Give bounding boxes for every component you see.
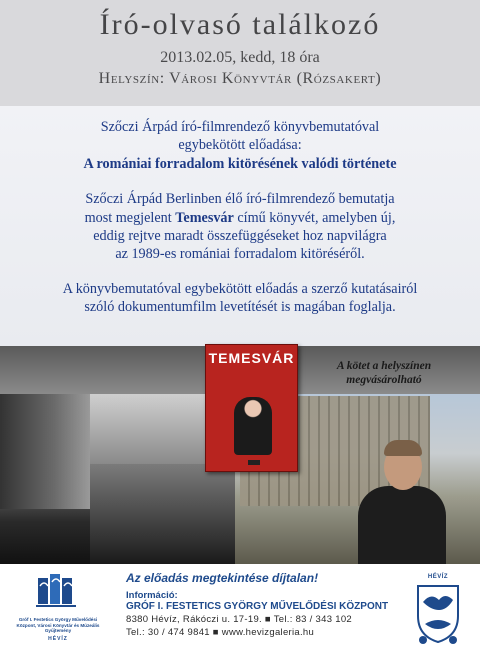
coat-of-arms-icon xyxy=(413,580,463,646)
cultural-center-logo-icon xyxy=(34,572,82,610)
film-line-1: A könyvbemutatóval egybekötött előadás a szerző kutatásairól xyxy=(62,280,418,297)
cultural-center-logo xyxy=(12,572,104,658)
intro-line-1: Szőczi Árpád író-filmrendező könyvbemutatóval xyxy=(100,119,380,135)
event-header xyxy=(0,0,480,106)
caption-line-1: A kötet a helyszínen xyxy=(336,360,432,372)
cultural-center-town: HÉVÍZ xyxy=(48,635,68,642)
book-line-3: eddig rejtve maradt összefüggéseket hoz napvilágra xyxy=(93,228,387,245)
book-line-2a: most megjelent xyxy=(84,209,176,226)
film-paragraph xyxy=(0,280,480,317)
author-body xyxy=(358,486,446,564)
heviz-coat-of-arms xyxy=(410,574,466,654)
book-name: Temesvár xyxy=(175,209,234,226)
photo-wall xyxy=(0,394,90,509)
author-photo xyxy=(358,436,446,564)
event-venue: Helyszín: Városi Könyvtár (Rózsakert) xyxy=(98,70,382,87)
organizer-contact: Tel.: 30 / 474 9841 ■ www.hevizgaleria.hu xyxy=(126,627,315,638)
intro-line-2: egybekötött előadása: xyxy=(178,137,302,154)
caption-line-2: megvásárolható xyxy=(346,374,422,386)
book-cover-title: TEMESVÁR xyxy=(208,350,295,366)
book-cover xyxy=(205,344,298,472)
book-line-1: Szőczi Árpád Berlinben élő író-filmrendező bemutatja xyxy=(85,191,395,208)
historic-street-photo xyxy=(0,394,235,564)
event-date: 2013.02.05, kedd, 18 óra xyxy=(160,49,320,66)
photo-street xyxy=(90,464,235,564)
lecture-title: A romániai forradalom kitörésének valódi története xyxy=(83,155,397,172)
intro-paragraph xyxy=(0,118,480,173)
cultural-center-name: Gróf I. Festetics György Művelődési Központ, Városi Könyvtár és Múzeális Gyűjtemény xyxy=(16,617,100,634)
book-cover-figure xyxy=(234,397,272,455)
info-label: Információ: xyxy=(126,590,178,601)
free-admission-note: Az előadás megtekintése díjtalan! xyxy=(126,571,319,585)
book-line-2b: című könyvét, amelyben új, xyxy=(233,209,396,226)
footer xyxy=(0,564,480,661)
heviz-coat-of-arms-town: HÉVÍZ xyxy=(427,574,449,580)
event-description xyxy=(0,106,480,346)
organizer-address: 8380 Hévíz, Rákóczi u. 17-19. ■ Tel.: 83 / 343 102 xyxy=(126,614,352,625)
organizer-name: GRÓF I. FESTETICS GYÖRGY MŰVELŐDÉSI KÖZPONT xyxy=(126,601,389,612)
book-available-caption xyxy=(314,359,454,387)
book-line-4: az 1989-es romániai forradalom kitöréséről. xyxy=(115,246,365,263)
event-title: Író-olvasó találkozó xyxy=(99,8,381,41)
film-line-2: szóló dokumentumfilm levetítését is magában foglalja. xyxy=(84,299,396,316)
footer-info xyxy=(126,570,426,639)
book-paragraph xyxy=(0,190,480,264)
author-hair xyxy=(384,440,422,456)
book-cover-publisher-mark xyxy=(248,460,260,465)
